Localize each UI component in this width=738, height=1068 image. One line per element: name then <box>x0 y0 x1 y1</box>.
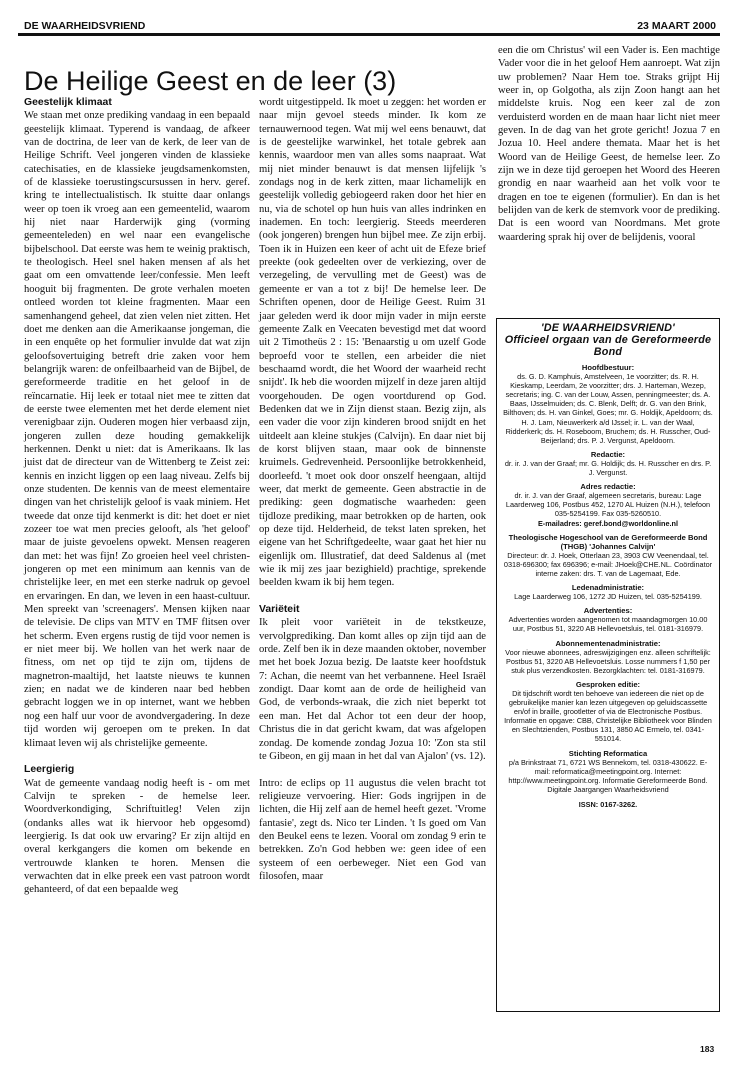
paragraph-gap <box>24 750 250 763</box>
colophon-text: p/a Brinkstraat 71, 6721 WS Bennekom, tel. 0318-430622. E-mail: reformatica@meetingpoint.org. Internet: http://www.meetingpoint.org. Informatie Gereformeerde Bond. Digitale Jaargangen Waarheidsvriend <box>508 757 708 794</box>
issue-date: 23 MAART 2000 <box>637 20 716 32</box>
colophon-subtitle: Officieel orgaan van de Gereformeerde Bond <box>504 334 712 358</box>
paragraph: wordt uitgestippeld. Ik moet u zeggen: het worden er naar mijn gevoel steeds minder. Ik kom ze ternauwernood tegen. Wat mij wel eens benauwt, dat is de geestelijke warwinkel, het totale gebrek aan kennis, waardoor men van alles soms naapraat. Wat mij niet minder benauwt is dat mensen lijfelijk 's zondags nog in de kerk zitten, maar lichamelijk en geestelijk volledig gebiogeerd raken door het hier en nu, via de schotel op hun huis van alles indrinken en inademen. En toch: leergierig. Steeds meerderen (ook jongeren) brengen hun bijbel mee. Ze zijn erbij. Toen ik in Huizen een keer of acht uit de Efeze brief preekte (ook gedeelten over de verkiezing, over de verzegeling, de vervulling met de Geest) was de gemeente er van a tot z bij! De hemelse leer. De Schriften openen, door de Heilige Geest. Ruim 31 jaar geleden werd ik door mijn vader in mijn eerste gemeente Zalk en Veecaten bevestigd met dat woord uit 2 Timotheüs 2 : 15: 'Benaarstig u om uzelf Gode beproefd voor te stellen, een arbeider die niet beschaamd wordt, die het Woord der waarheid recht snijdt'. Ik heb die woorden mijzelf in deze jaren altijd voorgehouden. De ogen voortdurend op God. Bedenken dat we in Zijn dienst staan. Bezig zijn, als een vader die voor zijn kinderen brood snijdt en het uitdeelt aan kleine stukjes (Calvijn). En daar niet bij de korst blijven staan, maar ook de binnenste kruimels. Gedrevenheid. Persoonlijke betrokkenheid, doorleefd. 't moet ook door onszelf heengaan, altijd weer, dat merkt de gemeente. Geen abstractie in de prediking: geen dogmatische waarheden: geen tijdloze prediking, maar betrokken op de harten, ook op deze tijd. Helderheid, de tekst laten spreken, het eigene van het Schriftgedeelte, waar gaat het hier nu eigenlijk om. Illustratief, dat deed Saldenus al (met wie ik mij zes jaar bezighield) prachtige, sprekende beelden kwam ik bij hem tegen. <box>259 97 486 589</box>
colophon-text: dr. ir. J. van der Graaf, algemeen secretaris, bureau: Lage Laarderweg 106, Postbus 452, 1270 AL Huizen (N.H.), telefoon 035-5254199. Fax 035-5260510. <box>505 491 711 519</box>
paragraph: Wat de gemeente vandaag nodig heeft is - om met Calvijn te spreken - de hemelse leer. Woordverkondiging, Schriftuitleg! Velen zijn (ondanks alles wat ik hiervoor heb opgesomd) leergierig. Is dat ook uw ervaring? Er zijn altijd en overal kerkgangers die komen om bekende en vertrouwde klanken te horen. Mensen die verwachten dat in elke preek een vast patroon wordt gehanteerd, of dat een bepaalde weg <box>24 777 250 896</box>
colophon-text: Lage Laarderweg 106, 1272 JD Huizen, tel. 035-5254199. <box>514 592 702 602</box>
article-column-1 <box>24 96 250 897</box>
section-heading: Geestelijk klimaat <box>24 97 112 108</box>
publication-name: DE WAARHEIDSVRIEND <box>24 20 146 32</box>
page-number: 183 <box>700 1044 715 1054</box>
colophon-sections <box>502 363 714 809</box>
paragraph: Intro: de eclips op 11 augustus die velen bracht tot religieuze vervoering. Hier: Gods ingrijpen in de lichten, die Hij zelf aan de hemel heeft gezet. 'Vrome fantasie', zegt ds. Nico ter Linden. 't Is goed om Van den Beukel eens te lezen. Vooral om zondag 9 erin te betrekken. Zo'n God hebben we: geen idee of een systeem of een oerbeweger. Niet een God van filosofen, maar <box>259 777 486 882</box>
page-header <box>18 18 720 34</box>
section-heading: Variëteit <box>259 604 300 616</box>
colophon-text: Voor nieuwe abonnees, adreswijzigingen enz. alleen schriftelijk: Postbus 51, 3220 AB Hellevoetsluis. Losse nummers f 1,50 per stuk plus verzendkosten. Bezorgklachten: tel. 0181-316979. <box>505 647 711 675</box>
article-column-2 <box>259 96 486 883</box>
colophon-text: dr. ir. J. van der Graaf; mr. G. Holdijk; ds. H. Russcher en drs. P. J. Vergunst. <box>504 458 712 478</box>
article-title: De Heilige Geest en de leer (3) <box>24 66 397 96</box>
colophon-heading: Stichting Reformatica <box>568 748 648 758</box>
paragraph-gap <box>259 763 486 776</box>
colophon-heading: Redactie: <box>590 449 626 459</box>
colophon-heading: Hoofdbestuur: <box>581 363 635 372</box>
paragraph: Ik pleit voor variëteit in de tekstkeuze, vervolgprediking. Dan komt alles op zijn tijd aan de orde. Zelf ben ik in deze maanden oktober, november met het boek Jozua bezig. De laatste keer hoofdstuk 7: Achan, die neemt van het verbannene. Heel Israël zondigt. Daar komt aan de orde de heiligheid van God, de verbonds-wraak, die zich niet beperkt tot een man. Het dal Achor tot een deur der hoop, Christus die in dat gericht kwam, dat was afgelopen zondag. De komende zondag Jozua 10: 'Zon sta stil te Gibeon, en gij maan in het dal van Ajalon' (vs. 12). <box>259 617 486 762</box>
paragraph: een die om Christus' wil een Vader is. Een machtige Vader voor die in het geloof Hem aanroept. Wat zijn uw problemen? Naar Hem toe. Straks grijpt Hij weer in, op Golgotha, als zijn Zoon hangt aan het middelste kruis. Nog een keer zal de zon verduisterd worden en de maan haar licht niet meer geven. In de dag van het grote gericht! Jozua 7 en Jozua 10. Heel andere themata. Maar het is het Woord van de Heilige Geest, de hemelse leer. Zo zijn we in deze tijd geroepen het Woord des Heeren grondig en naar waarheid aan het volk voor te dragen en toe te eigenen (formulier). En dan is het belijden van de kerk de stemvork voor de prediking. Dat is een woord van Noordmans. Met grote waardering sprak hij over de belijdenis, vooral <box>498 45 720 243</box>
colophon-title: 'DE WAARHEIDSVRIEND' <box>541 322 675 334</box>
colophon-box <box>496 318 720 1012</box>
header-rule <box>18 33 720 36</box>
colophon-heading: Gesproken editie: <box>575 679 641 689</box>
colophon-heading: Abonnementenadministratie: <box>555 638 661 648</box>
colophon-text: Directeur: dr. J. Hoek, Otterlaan 23, 3903 CW Veenendaal, tel. 0318-696300; fax 696396; e-mail: JHoek@CHE.NL. Coördinator interne zaken: drs. T. van de Lagemaat, Ede. <box>503 550 713 578</box>
colophon-bold-line: E-mailadres: geref.bond@worldonline.nl <box>537 518 679 528</box>
section-heading: Leergierig <box>24 764 75 776</box>
colophon-text: Dit tijdschrift wordt ten behoeve van iedereen die niet op de gebruikelijke manier kan lezen uitgegeven op geluidscassette en/of in braille, grootletter of via de Electronische Postbus. Informatie en opgave: CBB, Christelijke Bibliotheek voor Blinden en Slechtzienden, Postbus 131, 3850 AC Ermelo, tel. 0341-551014. <box>504 689 712 744</box>
colophon-text: Advertenties worden aangenomen tot maandagmorgen 10.00 uur, Postbus 51, 3220 AB Hellevoetsluis, tel. 0181-316979. <box>508 615 708 634</box>
paragraph: We staan met onze prediking vandaag in een bepaald geestelijk klimaat. Typerend is vandaag, de afkeer van de doctrina, de leer van de kerk, de leer van de Heilige Schrift. Veel jongeren vinden de klassieke catechisaties, en de klassieke jeugdsamenkomsten, of de klassieke toerustingscursussen in herv. geref. kring te intellectualistisch. Ik stuitte daar onlangs weer op toen ik vroeg aan een gemeentelid, waarom hij niet naar Harderwijk ging (vorming gemeenteleden) en wel naar een evangelische bijbelschool. Dat eerste was hem te weinig praktisch, te theologisch. Heel snel haken mensen af als het gaat om een omvattende leer/confessie. Men leeft hooguit bij fragmenten. De grote verhalen moeten ontleed worden tot kleine fragmenten. Maar een samenhangend geheel, dat zien velen niet zitten. Het doet me denken aan die Amerikaanse jongeman, die in een enquête op het formulier invulde dat wat zijn geloofsovertuiging betreft drie zaken voor hem belangrijk waren: de onfeilbaarheid van de Bijbel, de gereformeerde traditie en het geloof in de reïncarnatie. Hij leek er totaal niet mee te zitten dat de eerste twee elementen met het derde element niet verenigbaar zijn. Ouderen mogen hier verbaasd zijn, jongeren zullen deze houding gemakkelijk herkennen. Denkt u niet: dat is Amerikaans. Ik las juist dat de directeur van de Wittenberg te Zeist zei: kennis en inzicht liggen op een laag niveau. Zelfs bij onze studenten. De kennis van de meest elementaire dingen van het christelijk geloof is vaak miniem. Het tweede dat onze tijd kenmerkt is dit: het doet er niet zozeer toe wat men precies gelooft, als 'het geloof' maar de juiste gevoelens opwekt. Mensen reageren dan met: het was fijn! Zo groeien heel veel christen-jongeren op met een minimum aan kennis van de christelijke leer, en met een sterke nadruk op gevoel en ervaringen. En dan, we leven in een haast-cultuur. Men spreekt van 'screenagers'. Mensen kijken naar de televisie. De clips van MTV en TMF flitsen over het scherm. Even ergens rustig de tijd voor nemen is er niet meer bij. We hollen van het werk naar de fitness, om net op tijd te zijn om, tijdens de magnetron-maaltijd, het laatste nieuws te kunnen zien; en nadat we de kinderen naar bed hebben gebracht loggen we in op internet, want we hebben nog een half uur voor de avondvergadering. In deze tijd worden wij geroepen om te preken. In dat klimaat leven wij als christelijke gemeente. <box>24 110 250 749</box>
colophon-heading: Ledenadministratie: <box>571 583 645 593</box>
paragraph-gap <box>259 590 486 603</box>
article-column-3 <box>498 44 720 244</box>
colophon-heading: Theologische Hogeschool van de Gereformeerde Bond (THGB) 'Johannes Calvijn' <box>508 532 708 551</box>
colophon-bold-line: ISSN: 0167-3262. <box>578 800 638 810</box>
colophon-heading: Adres redactie: <box>580 482 636 492</box>
colophon-heading: Advertenties: <box>583 606 633 616</box>
colophon-text: ds. G. D. Kamphuis, Amstelveen, 1e voorzitter; ds. R. H. Kieskamp, Leerdam, 2e voorzitter; drs. J. Harteman, Wezep, secretaris; ing. C. van der Louw, Assen, penningmeester; ds. A. Baas, IJsselmuiden; ds. C. Blenk, Delft; dr. G. van den Brink, Bilthoven; ds. H. van Ginkel, Goes; mr. G. Holdijk, Apeldoorn; ds. H. J. Lam, Nieuwerkerk a/d IJssel; ir. L. van der Waal, Ridderkerk; ds. H. Roseboom, Bruchem; ds. H. Russcher, Oud-Beijerland; drs. P. J. Vergunst, Apeldoorn. <box>503 372 713 445</box>
